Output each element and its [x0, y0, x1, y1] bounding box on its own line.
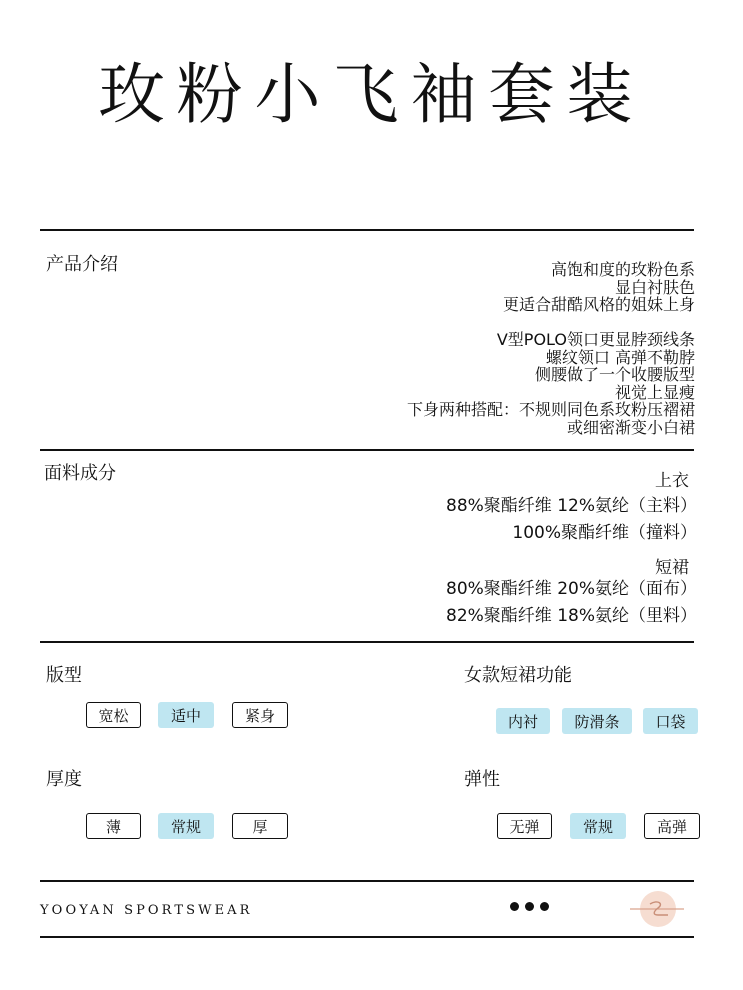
intro-label: 产品介绍 — [46, 254, 118, 275]
intro-line: 更适合甜酷风格的姐妹上身 — [502, 295, 695, 314]
elasticity-option-high: 高弹 — [644, 813, 700, 839]
intro-line: 下身两种搭配：不规则同色系玫粉压褶裙 — [406, 400, 695, 419]
divider — [40, 449, 694, 451]
fabric-line: 100%聚酯纤维（撞料） — [512, 523, 697, 543]
fabric-top-title: 上衣 — [655, 471, 689, 491]
divider — [40, 229, 694, 231]
fabric-line: 82%聚酯纤维 18%氨纶（里料） — [446, 606, 697, 626]
thickness-option-thick: 厚 — [232, 813, 288, 839]
fabric-top-lines — [446, 493, 697, 547]
divider — [40, 641, 694, 643]
brand-name: YOOYAN SPORTSWEAR — [40, 903, 253, 918]
intro-line: 显白衬肤色 — [614, 277, 695, 297]
intro-text-block-a — [503, 261, 695, 314]
intro-line: 或细密渐变小白裙 — [566, 417, 695, 437]
fit-label: 版型 — [46, 665, 82, 686]
intro-text-block-b — [407, 331, 695, 436]
footer-divider-top — [40, 880, 694, 882]
skirt-function-antislip: 防滑条 — [562, 708, 632, 734]
more-dots-icon — [510, 902, 549, 911]
fabric-skirt-lines — [446, 576, 697, 630]
thickness-option-regular: 常规 — [158, 813, 214, 839]
intro-line: 螺纹领口 高弹不勒脖 — [545, 347, 695, 367]
fabric-skirt-title: 短裙 — [655, 558, 689, 578]
footer-divider-bottom — [40, 936, 694, 938]
page-title: 玫粉小飞袖套装 — [98, 56, 645, 133]
fit-option-slim: 紧身 — [232, 702, 288, 728]
thickness-option-thin: 薄 — [86, 813, 141, 839]
intro-line: 高饱和度的玫粉色系 — [550, 260, 695, 279]
fabric-line: 88%聚酯纤维 12%氨纶（主料） — [446, 496, 697, 516]
intro-line: 侧腰做了一个收腰版型 — [534, 365, 695, 384]
fit-option-regular: 适中 — [158, 702, 214, 728]
elasticity-option-none: 无弹 — [497, 813, 552, 839]
skirt-function-lining: 内衬 — [496, 708, 550, 734]
fabric-label: 面料成分 — [44, 463, 116, 484]
elasticity-option-regular: 常规 — [570, 813, 626, 839]
intro-line: 视觉上显瘦 — [614, 382, 695, 402]
brand-logo-mark-icon — [628, 895, 688, 925]
thickness-label: 厚度 — [46, 769, 82, 790]
fit-option-loose: 宽松 — [86, 702, 141, 728]
fabric-line: 80%聚酯纤维 20%氨纶（面布） — [446, 579, 697, 599]
intro-line: V型POLO领口更显脖颈线条 — [496, 330, 695, 349]
elasticity-label: 弹性 — [464, 769, 500, 790]
skirt-function-label: 女款短裙功能 — [464, 665, 572, 686]
skirt-function-pocket: 口袋 — [643, 708, 698, 734]
